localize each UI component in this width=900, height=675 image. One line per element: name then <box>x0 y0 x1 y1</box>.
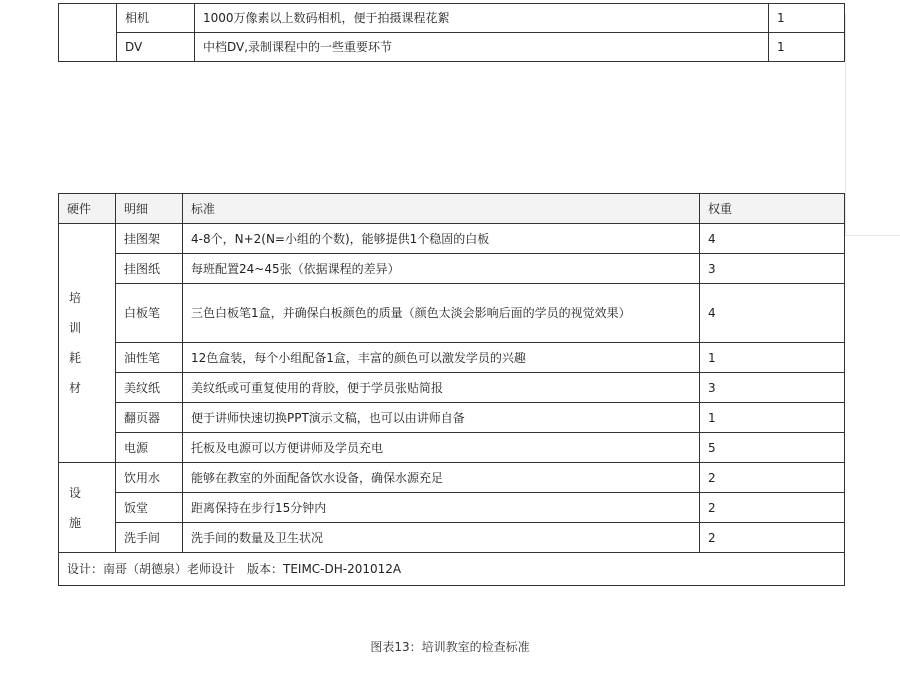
equipment-table-top <box>58 3 845 62</box>
table-footer: 设计：南哥（胡德泉）老师设计 版本：TEIMC-DH-201012A <box>59 553 845 586</box>
header-standard: 标准 <box>183 194 700 224</box>
table-row <box>59 523 845 553</box>
table-cell-weight: 2 <box>700 463 845 493</box>
table-cell-detail: 洗手间 <box>116 523 183 553</box>
table-row <box>59 4 845 33</box>
table-cell-standard: 三色白板笔1盒，并确保白板颜色的质量（颜色太淡会影响后面的学员的视觉效果） <box>183 284 700 343</box>
table-cell-standard: 每班配置24~45张（依据课程的差异） <box>183 254 700 284</box>
header-hardware: 硬件 <box>59 194 116 224</box>
table-row <box>59 224 845 254</box>
table-cell-detail: 饮用水 <box>116 463 183 493</box>
header-weight: 权重 <box>700 194 845 224</box>
table-cell-weight: 4 <box>700 224 845 254</box>
category-char: 培 <box>69 291 82 305</box>
table-row <box>59 284 845 343</box>
table-cell-weight: 5 <box>700 433 845 463</box>
table-cell-empty <box>59 4 117 62</box>
category-training-supplies <box>59 224 116 463</box>
table-cell-item: 相机 <box>117 4 195 33</box>
table-cell-detail: 美纹纸 <box>116 373 183 403</box>
table-cell-detail: 翻页器 <box>116 403 183 433</box>
table-cell-detail: 挂图架 <box>116 224 183 254</box>
table-row <box>59 463 845 493</box>
table-row <box>59 33 845 62</box>
table-cell-detail: 白板笔 <box>116 284 183 343</box>
category-char: 训 <box>69 321 82 335</box>
table-cell-standard: 便于讲师快速切换PPT演示文稿，也可以由讲师自备 <box>183 403 700 433</box>
table-cell-standard: 中档DV,录制课程中的一些重要环节 <box>195 33 769 62</box>
table-row <box>59 343 845 373</box>
category-char: 耗 <box>69 351 82 365</box>
table-header-row <box>59 194 845 224</box>
table-cell-weight: 4 <box>700 284 845 343</box>
table-cell-weight: 1 <box>700 403 845 433</box>
category-char: 施 <box>69 515 82 530</box>
table-cell-standard: 能够在教室的外面配备饮水设备，确保水源充足 <box>183 463 700 493</box>
category-char: 设 <box>69 485 82 500</box>
category-facilities <box>59 463 116 553</box>
table-row <box>59 373 845 403</box>
table-cell-standard: 距离保持在步行15分钟内 <box>183 493 700 523</box>
table-cell-weight: 1 <box>769 4 845 33</box>
table-row <box>59 403 845 433</box>
table-cell-weight: 2 <box>700 523 845 553</box>
table-cell-standard: 洗手间的数量及卫生状况 <box>183 523 700 553</box>
table-cell-detail: 油性笔 <box>116 343 183 373</box>
figure-caption: 图表13：培训教室的检查标准 <box>370 640 530 654</box>
category-char: 材 <box>69 381 82 395</box>
table-cell-weight: 1 <box>769 33 845 62</box>
table-cell-standard: 美纹纸或可重复使用的背胶，便于学员张贴简报 <box>183 373 700 403</box>
table-row <box>59 433 845 463</box>
table-footer-row <box>59 553 845 586</box>
table-cell-standard: 4-8个，N+2(N=小组的个数)，能够提供1个稳固的白板 <box>183 224 700 254</box>
table-cell-item: DV <box>117 33 195 62</box>
table-cell-weight: 3 <box>700 254 845 284</box>
table-row <box>59 493 845 523</box>
table-cell-detail: 电源 <box>116 433 183 463</box>
table-cell-weight: 2 <box>700 493 845 523</box>
table-cell-standard: 托板及电源可以方便讲师及学员充电 <box>183 433 700 463</box>
classroom-check-table <box>58 193 845 586</box>
header-detail: 明细 <box>116 194 183 224</box>
table-cell-detail: 饭堂 <box>116 493 183 523</box>
table-cell-weight: 3 <box>700 373 845 403</box>
table-cell-detail: 挂图纸 <box>116 254 183 284</box>
table-cell-standard: 1000万像素以上数码相机，便于拍摄课程花絮 <box>195 4 769 33</box>
table-cell-standard: 12色盒装，每个小组配备1盒，丰富的颜色可以激发学员的兴趣 <box>183 343 700 373</box>
table-cell-weight: 1 <box>700 343 845 373</box>
table-row <box>59 254 845 284</box>
